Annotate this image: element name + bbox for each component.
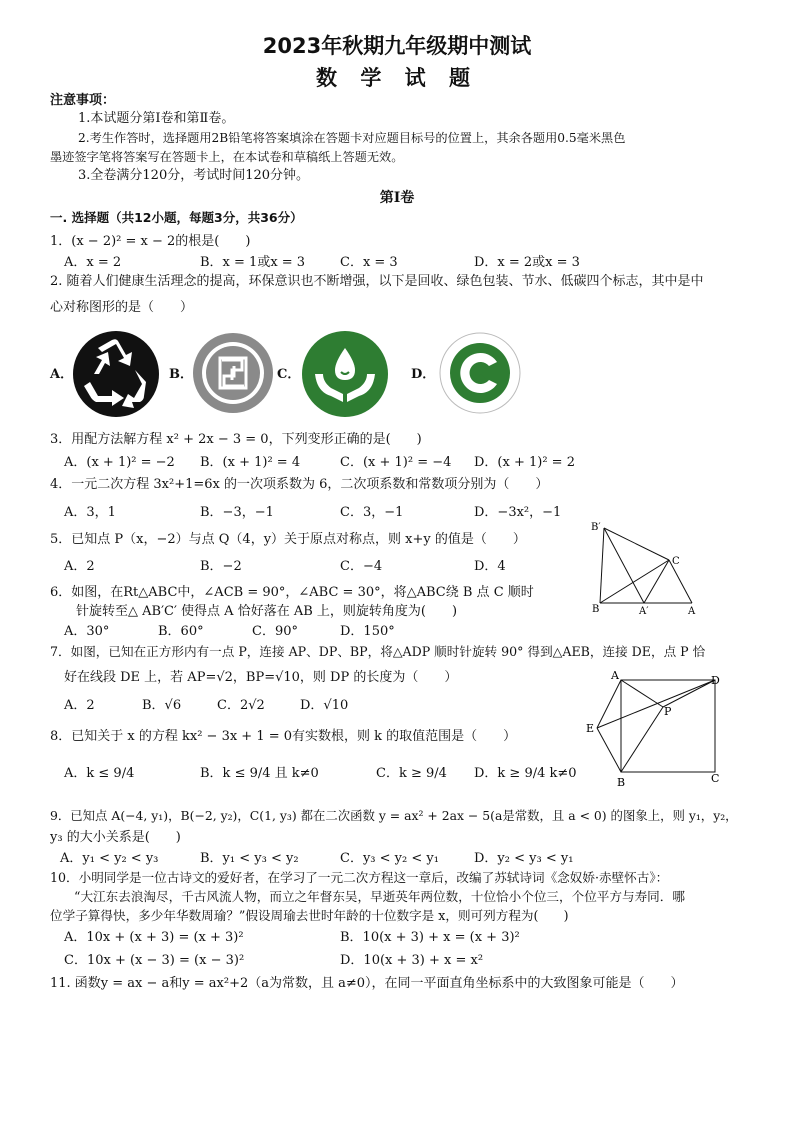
q7-option-a: A．2 bbox=[64, 698, 95, 713]
q5-stem: 5．已知点 P（x，−2）与点 Q（4，y）关于原点对称点，则 x+y 的值是（ ） bbox=[50, 532, 526, 547]
fig6-label-aprime: A′ bbox=[639, 606, 649, 617]
q6-option-a: A．30° bbox=[64, 624, 110, 639]
q9-stem-1: 9．已知点 A(−4, y₁)，B(−2, y₂)，C(1, y₃) 都在二次函数 y = ax² + 2ax − 5(a是常数，且 a < 0) 的图象上，则 y₁，y₂， bbox=[50, 808, 738, 823]
q10-stem-3: 位学子算得快，多少年华数周瑜？”假设周瑜去世时年龄的十位数字是 x，则可列方程为( ) bbox=[50, 908, 569, 923]
q4-option-c: C．3，−1 bbox=[340, 505, 404, 520]
q4-stem: 4．一元二次方程 3x²+1=6x 的一次项系数为 6，二次项系数和常数项分别为（ ） bbox=[50, 477, 549, 492]
q3-stem: 3．用配方法解方程 x² + 2x − 3 = 0，下列变形正确的是( ) bbox=[50, 432, 422, 447]
q10-option-c: C．10x + (x − 3) = (x − 3)² bbox=[64, 953, 245, 968]
q9-option-a: A．y₁ < y₂ < y₃ bbox=[60, 851, 159, 866]
q9-stem-2: y₃ 的大小关系是( ) bbox=[50, 830, 181, 845]
fig7-label-p: P bbox=[664, 705, 672, 718]
q6-option-b: B．60° bbox=[158, 624, 204, 639]
q3-option-a: A．(x + 1)² = −2 bbox=[64, 455, 175, 470]
q7-option-d: D．√10 bbox=[300, 698, 349, 713]
q3-option-b: B．(x + 1)² = 4 bbox=[200, 455, 301, 470]
q2-option-b: B． bbox=[169, 367, 193, 382]
q7-option-c: C．2√2 bbox=[217, 698, 265, 713]
q2-option-d: D． bbox=[411, 367, 436, 382]
note-2a: 2.考生作答时，选择题用2B铅笔将答案填涂在答题卡对应题目标号的位置上，其余各题用0.5毫米黑色 bbox=[78, 131, 626, 145]
q4-option-a: A．3，1 bbox=[64, 505, 116, 520]
q6-option-c: C．90° bbox=[252, 624, 298, 639]
q9-option-b: B．y₁ < y₃ < y₂ bbox=[200, 851, 299, 866]
note-2b: 墨迹签字笔将答案写在答题卡上，在本试卷和草稿纸上答题无效。 bbox=[50, 150, 404, 164]
q6-triangle-figure bbox=[586, 516, 702, 620]
q5-option-d: D．4 bbox=[474, 559, 506, 574]
q7-option-b: B．√6 bbox=[142, 698, 182, 713]
q7-square-figure bbox=[583, 670, 729, 792]
q5-option-a: A．2 bbox=[64, 559, 95, 574]
q9-option-c: C．y₃ < y₂ < y₁ bbox=[340, 851, 439, 866]
q7-stem-2: 好在线段 DE 上，若 AP=√2，BP=√10，则 DP 的长度为（ ） bbox=[64, 670, 458, 685]
q2-option-c: C． bbox=[277, 367, 301, 382]
q1-option-c: C．x = 3 bbox=[340, 255, 398, 270]
q10-option-a: A．10x + (x + 3) = (x + 3)² bbox=[64, 930, 244, 945]
volume-heading: 第Ⅰ卷 bbox=[379, 190, 415, 206]
fig7-label-b: B bbox=[617, 776, 626, 789]
part1-heading: 一. 选择题（共12小题，每题3分，共36分） bbox=[50, 210, 303, 225]
note-3: 3.全卷满分120分，考试时间120分钟。 bbox=[78, 168, 310, 183]
q5-option-b: B．−2 bbox=[200, 559, 242, 574]
exam-subtitle: 数 学 试 题 bbox=[316, 66, 478, 90]
recycle-icon bbox=[72, 330, 160, 418]
fig7-label-d: D bbox=[711, 674, 720, 687]
note-1: 1.本试题分第Ⅰ卷和第Ⅱ卷。 bbox=[78, 111, 235, 126]
q10-option-b: B．10(x + 3) + x = (x + 3)² bbox=[340, 930, 520, 945]
q8-option-d: D．k ≥ 9/4 k≠0 bbox=[474, 766, 577, 781]
q8-stem: 8．已知关于 x 的方程 kx² − 3x + 1 = 0有实数根，则 k 的取值范围是（ ） bbox=[50, 729, 517, 744]
q6-option-d: D．150° bbox=[340, 624, 395, 639]
q5-option-c: C．−4 bbox=[340, 559, 383, 574]
q7-stem-1: 7．如图，已知在正方形内有一点 P，连接 AP、DP、BP，将△ADP 顺时针旋转 90° 得到△AEB，连接 DE，点 P 恰 bbox=[50, 644, 706, 659]
q8-option-c: C．k ≥ 9/4 bbox=[376, 766, 447, 781]
notes-heading: 注意事项： bbox=[50, 93, 116, 108]
q1-option-b: B．x = 1或x = 3 bbox=[200, 255, 306, 270]
q6-stem-2: 针旋转至△ AB′C′ 使得点 A 恰好落在 AB 上，则旋转角度为( ) bbox=[76, 604, 458, 619]
q3-option-c: C．(x + 1)² = −4 bbox=[340, 455, 452, 470]
fig6-label-c: C bbox=[672, 556, 680, 567]
q11-stem: 11. 函数y = ax − a和y = ax²+2（a为常数，且 a≠0），在同一平面直角坐标系中的大致图象可能是（ ） bbox=[50, 976, 684, 991]
q4-option-b: B．−3，−1 bbox=[200, 505, 274, 520]
low-carbon-icon bbox=[439, 332, 521, 414]
q4-option-d: D．−3x²，−1 bbox=[474, 505, 562, 520]
q10-option-d: D．10(x + 3) + x = x² bbox=[340, 953, 484, 968]
fig6-label-a: A bbox=[688, 606, 696, 617]
green-package-icon bbox=[192, 332, 274, 414]
fig7-label-a: A bbox=[611, 670, 619, 682]
q1-option-d: D．x = 2或x = 3 bbox=[474, 255, 580, 270]
water-saving-icon bbox=[301, 330, 389, 418]
q10-stem-1: 10．小明同学是一位古诗文的爱好者，在学习了一元二次方程这一章后，改编了苏轼诗词《念奴娇·赤壁怀古》： bbox=[50, 870, 669, 885]
q1-stem: 1．(x − 2)² = x − 2的根是( ) bbox=[50, 234, 251, 249]
q2-option-a: A． bbox=[50, 367, 74, 382]
q2-stem-2: 心对称图形的是（ ） bbox=[50, 300, 194, 315]
fig7-label-e: E bbox=[586, 722, 595, 735]
fig7-label-c: C bbox=[711, 772, 720, 785]
q10-stem-2: “大江东去浪淘尽，千古风流人物，而立之年督东吴，早逝英年两位数，十位恰小个位三，个位平方与寿同．哪 bbox=[74, 889, 685, 904]
fig6-label-b: B bbox=[592, 604, 600, 615]
fig6-label-bprime: B′ bbox=[591, 522, 601, 533]
q1-option-a: A．x = 2 bbox=[64, 255, 122, 270]
q8-option-a: A．k ≤ 9/4 bbox=[64, 766, 135, 781]
q8-option-b: B．k ≤ 9/4 且 k≠0 bbox=[200, 766, 319, 781]
q2-stem-1: 2. 随着人们健康生活理念的提高，环保意识也不断增强，以下是回收、绿色包装、节水、低碳四个标志，其中是中 bbox=[50, 274, 704, 289]
q9-option-d: D．y₂ < y₃ < y₁ bbox=[474, 851, 574, 866]
q6-stem-1: 6．如图，在Rt△ABC中，∠ACB = 90°，∠ABC = 30°，将△ABC绕 B 点 C 顺时 bbox=[50, 585, 534, 600]
exam-title: 2023年秋期九年级期中测试 bbox=[262, 34, 532, 58]
q3-option-d: D．(x + 1)² = 2 bbox=[474, 455, 575, 470]
